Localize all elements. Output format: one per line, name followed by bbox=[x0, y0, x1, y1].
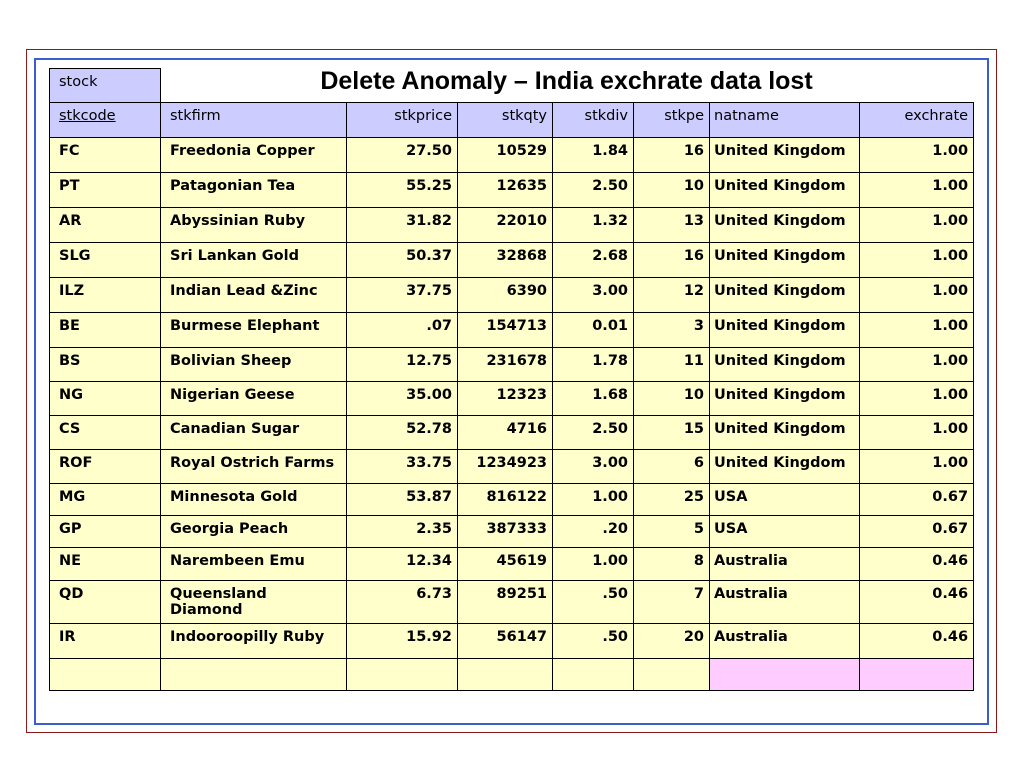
header-cell bbox=[553, 103, 634, 138]
cell-stkqty: 32868 bbox=[458, 243, 553, 278]
cell-stkprice: 2.35 bbox=[347, 516, 458, 548]
cell-stkdiv: 3.00 bbox=[553, 450, 634, 484]
cell-stkdiv: .50 bbox=[553, 624, 634, 659]
cell-stkpe: 13 bbox=[634, 208, 710, 243]
header-cell bbox=[347, 103, 458, 138]
cell-stkqty: 89251 bbox=[458, 581, 553, 624]
cell-stkfirm: Indooroopilly Ruby bbox=[161, 624, 347, 659]
cell-stkdiv: 2.68 bbox=[553, 243, 634, 278]
cell-stkqty: 22010 bbox=[458, 208, 553, 243]
cell-stkqty: 45619 bbox=[458, 548, 553, 581]
table-row bbox=[50, 484, 974, 516]
cell-stkpe: 6 bbox=[634, 450, 710, 484]
cell-stkcode: ILZ bbox=[50, 278, 161, 313]
header-cell bbox=[161, 103, 347, 138]
cell-exchrate: 1.00 bbox=[860, 278, 974, 313]
cell-natname: USA bbox=[710, 516, 860, 548]
cell-stkfirm: Patagonian Tea bbox=[161, 173, 347, 208]
cell-natname: USA bbox=[710, 484, 860, 516]
cell-stkdiv: 1.78 bbox=[553, 348, 634, 382]
table-row bbox=[50, 243, 974, 278]
slide-title: Delete Anomaly – India exchrate data lost bbox=[320, 67, 813, 95]
cell-stkqty: 56147 bbox=[458, 624, 553, 659]
cell-stkqty: 4716 bbox=[458, 416, 553, 450]
cell-stkqty: 6390 bbox=[458, 278, 553, 313]
cell-exchrate: 1.00 bbox=[860, 416, 974, 450]
cell-stkcode: CS bbox=[50, 416, 161, 450]
table-row bbox=[50, 548, 974, 581]
cell-stkpe: 12 bbox=[634, 278, 710, 313]
cell-exchrate: 0.46 bbox=[860, 548, 974, 581]
cell-stkfirm: Georgia Peach bbox=[161, 516, 347, 548]
cell-stkpe: 16 bbox=[634, 243, 710, 278]
cell-stkdiv: .20 bbox=[553, 516, 634, 548]
cell-stkcode: MG bbox=[50, 484, 161, 516]
cell-stkcode: NE bbox=[50, 548, 161, 581]
cell-stkprice: 55.25 bbox=[347, 173, 458, 208]
stock-table bbox=[49, 68, 974, 691]
cell-stkpe: 10 bbox=[634, 173, 710, 208]
cell-stkcode: QD bbox=[50, 581, 161, 624]
table-row bbox=[50, 516, 974, 548]
cell-stkqty: 1234923 bbox=[458, 450, 553, 484]
cell-exchrate: 1.00 bbox=[860, 138, 974, 173]
cell-stkpe: 3 bbox=[634, 313, 710, 348]
empty-cell bbox=[458, 659, 553, 691]
column-header-stkfirm: stkfirm bbox=[170, 108, 221, 124]
column-header-exchrate: exchrate bbox=[904, 108, 969, 124]
cell-stkqty: 387333 bbox=[458, 516, 553, 548]
cell-stkprice: 15.92 bbox=[347, 624, 458, 659]
cell-natname: United Kingdom bbox=[710, 450, 860, 484]
column-header-stkqty: stkqty bbox=[501, 108, 547, 124]
cell-natname: United Kingdom bbox=[710, 382, 860, 416]
cell-stkdiv: 1.00 bbox=[553, 548, 634, 581]
cell-natname: United Kingdom bbox=[710, 243, 860, 278]
cell-exchrate: 0.67 bbox=[860, 484, 974, 516]
cell-exchrate: 1.00 bbox=[860, 450, 974, 484]
cell-stkfirm: Royal Ostrich Farms bbox=[161, 450, 347, 484]
table-row bbox=[50, 278, 974, 313]
cell-stkfirm: Freedonia Copper bbox=[161, 138, 347, 173]
cell-natname: United Kingdom bbox=[710, 138, 860, 173]
cell-exchrate: 0.46 bbox=[860, 624, 974, 659]
cell-stkcode: IR bbox=[50, 624, 161, 659]
table-row bbox=[50, 313, 974, 348]
cell-exchrate: 1.00 bbox=[860, 313, 974, 348]
table-row bbox=[50, 450, 974, 484]
cell-stkqty: 154713 bbox=[458, 313, 553, 348]
table-row bbox=[50, 624, 974, 659]
cell-natname: United Kingdom bbox=[710, 313, 860, 348]
cell-stkfirm: Indian Lead &Zinc bbox=[161, 278, 347, 313]
cell-stkpe: 8 bbox=[634, 548, 710, 581]
table-row bbox=[50, 173, 974, 208]
column-header-stkdiv: stkdiv bbox=[584, 108, 628, 124]
cell-stkpe: 7 bbox=[634, 581, 710, 624]
cell-stkdiv: 2.50 bbox=[553, 416, 634, 450]
cell-stkdiv: 1.68 bbox=[553, 382, 634, 416]
cell-natname: United Kingdom bbox=[710, 208, 860, 243]
cell-stkpe: 10 bbox=[634, 382, 710, 416]
cell-stkdiv: 1.32 bbox=[553, 208, 634, 243]
cell-stkpe: 25 bbox=[634, 484, 710, 516]
cell-stkcode: BE bbox=[50, 313, 161, 348]
cell-stkpe: 15 bbox=[634, 416, 710, 450]
cell-stkpe: 20 bbox=[634, 624, 710, 659]
cell-stkfirm: Sri Lankan Gold bbox=[161, 243, 347, 278]
cell-stkprice: .07 bbox=[347, 313, 458, 348]
cell-stkcode: ROF bbox=[50, 450, 161, 484]
cell-natname: Australia bbox=[710, 581, 860, 624]
cell-natname: Australia bbox=[710, 548, 860, 581]
cell-stkcode: FC bbox=[50, 138, 161, 173]
cell-stkfirm: Abyssinian Ruby bbox=[161, 208, 347, 243]
cell-stkfirm: Nigerian Geese bbox=[161, 382, 347, 416]
header-row bbox=[50, 103, 974, 138]
cell-stkprice: 37.75 bbox=[347, 278, 458, 313]
cell-exchrate: 1.00 bbox=[860, 243, 974, 278]
cell-stkfirm: Canadian Sugar bbox=[161, 416, 347, 450]
cell-exchrate: 0.46 bbox=[860, 581, 974, 624]
relation-name-row bbox=[50, 69, 974, 103]
cell-stkcode: GP bbox=[50, 516, 161, 548]
cell-exchrate: 0.67 bbox=[860, 516, 974, 548]
cell-stkfirm: Burmese Elephant bbox=[161, 313, 347, 348]
table-row bbox=[50, 138, 974, 173]
cell-stkpe: 16 bbox=[634, 138, 710, 173]
empty-cell bbox=[50, 659, 161, 691]
empty-row bbox=[50, 659, 974, 691]
cell-natname: United Kingdom bbox=[710, 278, 860, 313]
cell-exchrate: 1.00 bbox=[860, 382, 974, 416]
table-row bbox=[50, 208, 974, 243]
column-header-stkcode: stkcode bbox=[59, 108, 116, 124]
cell-stkqty: 816122 bbox=[458, 484, 553, 516]
header-cell bbox=[710, 103, 860, 138]
header-cell bbox=[458, 103, 553, 138]
cell-stkqty: 12323 bbox=[458, 382, 553, 416]
cell-stkprice: 53.87 bbox=[347, 484, 458, 516]
cell-stkcode: SLG bbox=[50, 243, 161, 278]
cell-exchrate: 1.00 bbox=[860, 208, 974, 243]
relation-name: stock bbox=[50, 69, 161, 103]
cell-stkcode: PT bbox=[50, 173, 161, 208]
cell-natname: United Kingdom bbox=[710, 348, 860, 382]
table-row bbox=[50, 581, 974, 624]
cell-stkdiv: 1.00 bbox=[553, 484, 634, 516]
cell-exchrate: 1.00 bbox=[860, 173, 974, 208]
cell-stkcode: BS bbox=[50, 348, 161, 382]
cell-stkdiv: 3.00 bbox=[553, 278, 634, 313]
cell-natname: United Kingdom bbox=[710, 173, 860, 208]
cell-stkprice: 52.78 bbox=[347, 416, 458, 450]
cell-stkcode: AR bbox=[50, 208, 161, 243]
cell-stkcode: NG bbox=[50, 382, 161, 416]
lost-nation-cell bbox=[860, 659, 974, 691]
table-row bbox=[50, 348, 974, 382]
cell-exchrate: 1.00 bbox=[860, 348, 974, 382]
lost-nation-cell bbox=[710, 659, 860, 691]
column-header-stkpe: stkpe bbox=[664, 108, 704, 124]
cell-stkqty: 12635 bbox=[458, 173, 553, 208]
cell-stkprice: 12.34 bbox=[347, 548, 458, 581]
cell-natname: United Kingdom bbox=[710, 416, 860, 450]
cell-stkqty: 231678 bbox=[458, 348, 553, 382]
cell-stkfirm: Minnesota Gold bbox=[161, 484, 347, 516]
cell-stkfirm: Queensland Diamond bbox=[161, 581, 347, 624]
table-row bbox=[50, 382, 974, 416]
header-cell bbox=[50, 103, 161, 138]
cell-stkprice: 27.50 bbox=[347, 138, 458, 173]
cell-stkprice: 31.82 bbox=[347, 208, 458, 243]
cell-stkdiv: .50 bbox=[553, 581, 634, 624]
cell-stkprice: 35.00 bbox=[347, 382, 458, 416]
cell-stkqty: 10529 bbox=[458, 138, 553, 173]
empty-cell bbox=[161, 659, 347, 691]
cell-stkprice: 33.75 bbox=[347, 450, 458, 484]
cell-stkprice: 6.73 bbox=[347, 581, 458, 624]
empty-cell bbox=[553, 659, 634, 691]
cell-stkprice: 50.37 bbox=[347, 243, 458, 278]
cell-stkdiv: 1.84 bbox=[553, 138, 634, 173]
cell-stkdiv: 0.01 bbox=[553, 313, 634, 348]
cell-stkpe: 11 bbox=[634, 348, 710, 382]
empty-cell bbox=[347, 659, 458, 691]
cell-stkdiv: 2.50 bbox=[553, 173, 634, 208]
cell-stkpe: 5 bbox=[634, 516, 710, 548]
cell-stkfirm: Narembeen Emu bbox=[161, 548, 347, 581]
header-cell bbox=[860, 103, 974, 138]
column-header-stkprice: stkprice bbox=[394, 108, 452, 124]
cell-stkfirm: Bolivian Sheep bbox=[161, 348, 347, 382]
empty-cell bbox=[634, 659, 710, 691]
cell-natname: Australia bbox=[710, 624, 860, 659]
table-row bbox=[50, 416, 974, 450]
cell-stkprice: 12.75 bbox=[347, 348, 458, 382]
column-header-natname: natname bbox=[714, 108, 779, 124]
header-cell bbox=[634, 103, 710, 138]
